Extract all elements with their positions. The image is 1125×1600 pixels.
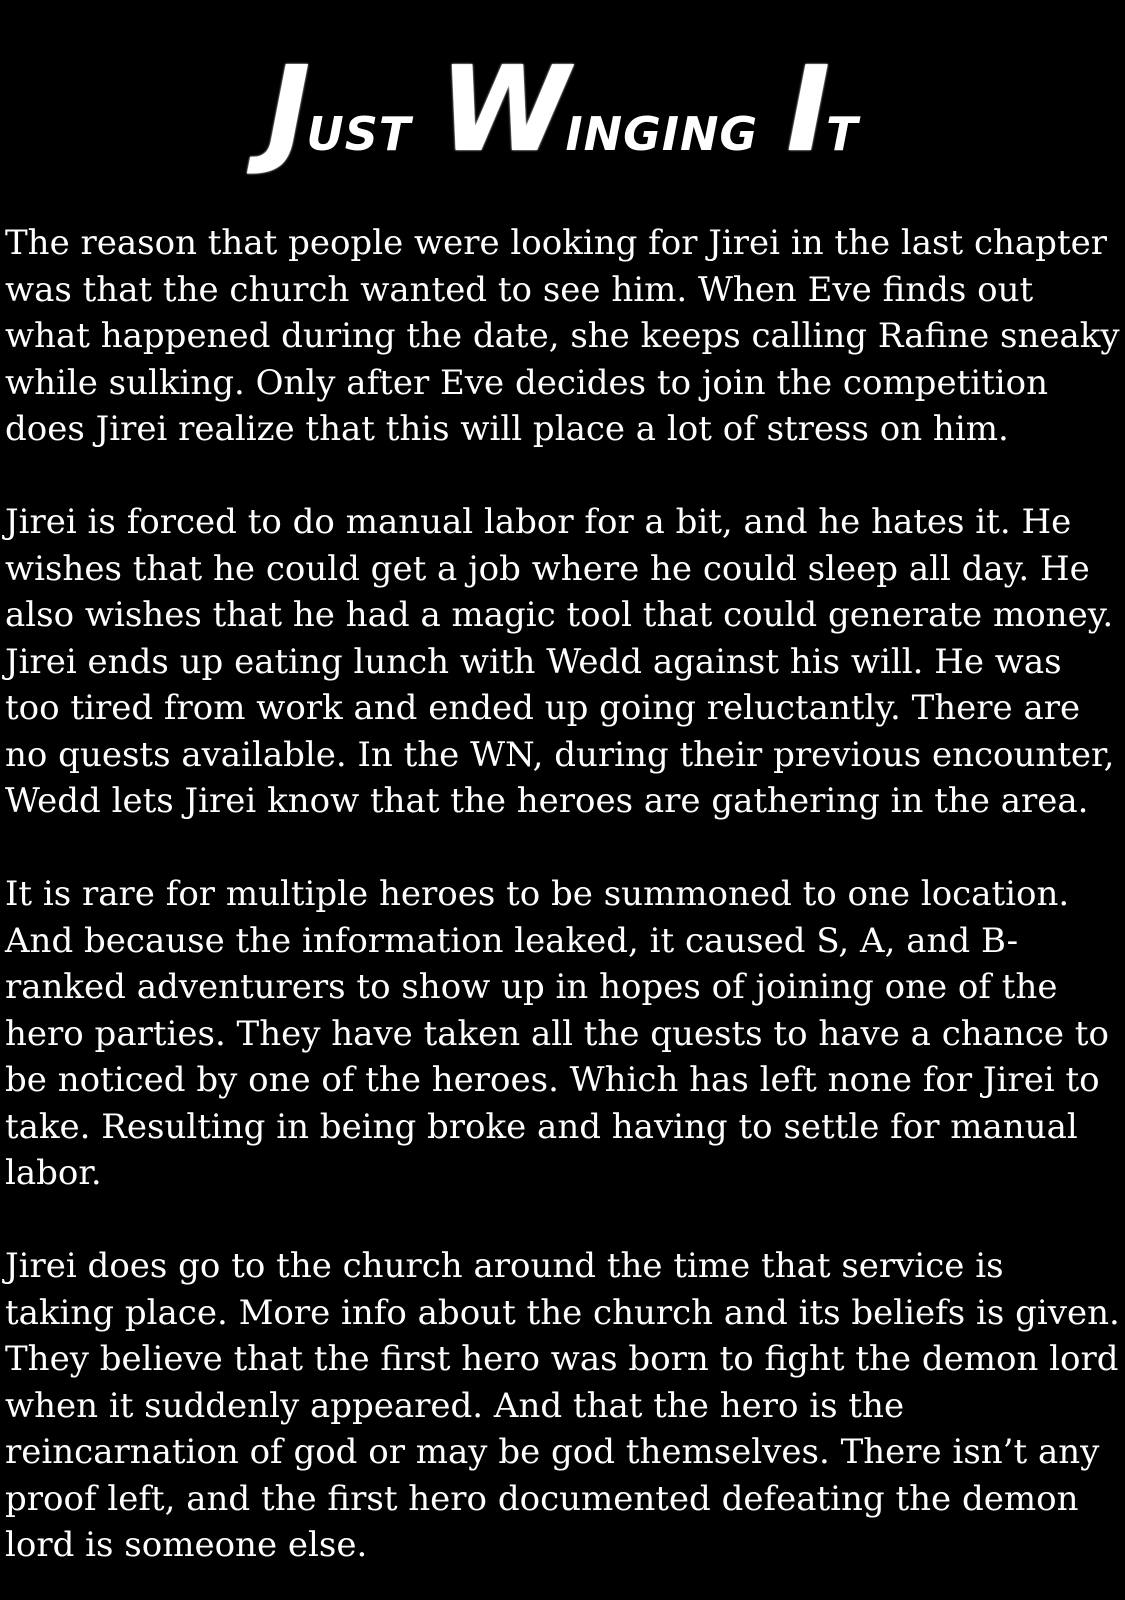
title-initial-w: W — [439, 40, 566, 178]
page-title — [0, 40, 1125, 180]
title-initial-i: I — [786, 40, 827, 178]
paragraph-1: The reason that people were looking for Jirei in the last chapter was that the church wanted to see him. When Eve finds out what happened during the date, she keeps calling Rafine sneaky while sulking. Only after Eve decides to join the competition does Jirei realize that this will place a lot of stress on him. — [5, 223, 1120, 449]
title-rest-ust: UST — [306, 107, 412, 161]
title-word-just — [266, 40, 412, 178]
title-rest-t: T — [826, 107, 859, 161]
paragraph-2: Jirei is forced to do manual labor for a bit, and he hates it. He wishes that he could get a job where he could sleep all day. He also wishes that he had a magic tool that could generate money. Jirei ends up eating lunch with Wedd against his will. He was too tired from work and ended up going reluctantly. There are no quests available. In the WN, during their previous encounter, Wedd lets Jirei know that the heroes are gathering in the area. — [5, 502, 1115, 821]
paragraph-3: It is rare for multiple heroes to be summoned to one location. And because the information leaked, it caused S, A, and B-ranked adventurers to show up in hopes of joining one of the hero parties. They have taken all the quests to have a chance to be noticed by one of the heroes. Which has left none for Jirei to take. Resulting in being broke and having to settle for manual labor. — [5, 874, 1109, 1193]
paragraph-4: Jirei does go to the church around the time that service is taking place. More info about the church and its beliefs is given. They believe that the first hero was born to fight the demon lord when it suddenly appeared. And that the hero is the reincarnation of god or may be god themselves. There isn’t any proof left, and the first hero documented defeating the demon lord is someone else. — [5, 1246, 1120, 1565]
title-rest-inging: INGING — [565, 107, 759, 161]
body-text — [5, 220, 1120, 1569]
title-word-winging — [439, 40, 759, 178]
title-word-it — [786, 40, 859, 178]
title-initial-j: J — [266, 40, 307, 178]
